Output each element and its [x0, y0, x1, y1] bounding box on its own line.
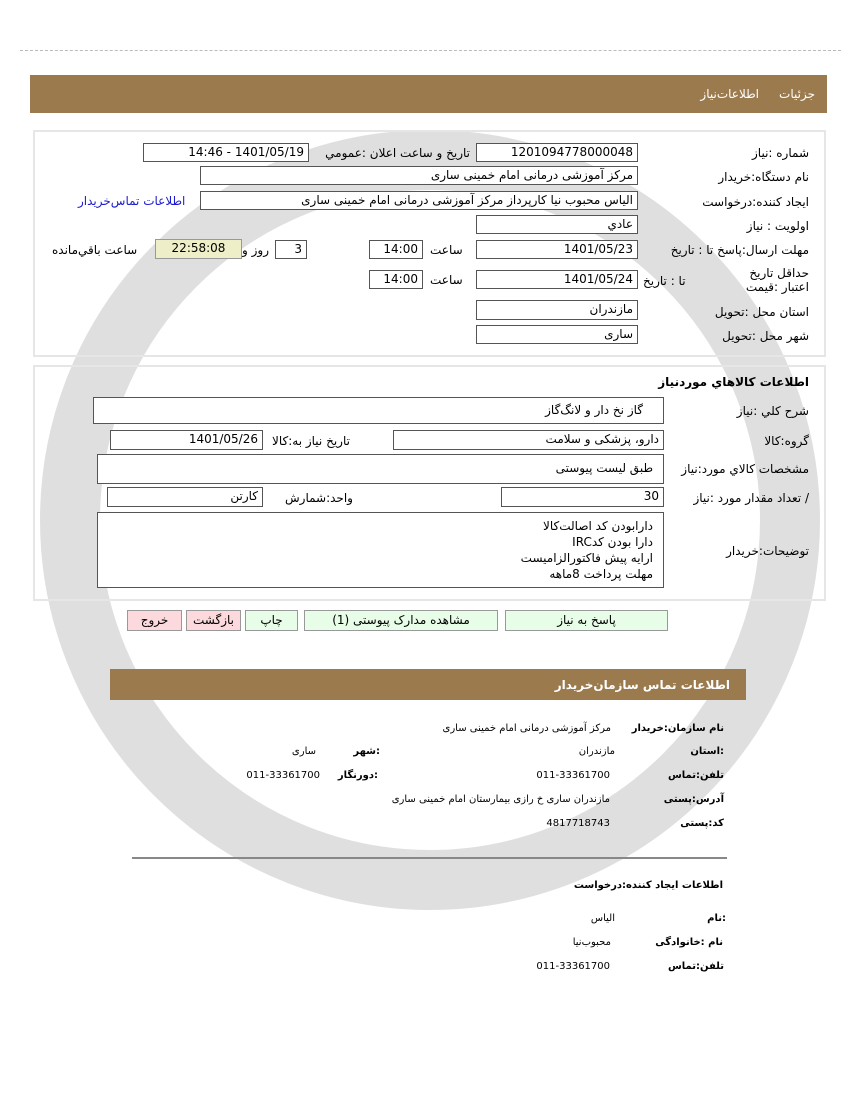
- goods-spec-field: طبق لیست پیوستی: [97, 454, 664, 484]
- postal-label: کد:پستی: [680, 818, 724, 829]
- buyer-contact-link[interactable]: اطلاعات تماس‌خریدار: [78, 194, 186, 208]
- note-line: دارا بودن کدIRC: [572, 535, 653, 549]
- section-divider: [132, 857, 727, 859]
- province-label: :استان: [690, 746, 724, 757]
- org-value: مرکز آموزشی درمانی امام خمینی ساری: [442, 723, 611, 734]
- priority-field: عادي: [476, 215, 638, 234]
- address-value: مازندران ساری خ رازی بیمارستان امام خمینی ساری: [391, 794, 610, 805]
- postal-value: 4817718743: [546, 818, 610, 829]
- note-line: ارایه پیش فاکتورالزامیست: [520, 551, 653, 565]
- exit-button[interactable]: خروج: [127, 610, 182, 631]
- deadline-time-field: 14:00: [369, 240, 423, 259]
- address-label: آدرس:پستی: [663, 794, 724, 805]
- goods-group-label: گروه:کالا: [764, 434, 809, 448]
- goods-spec-label: مشخصات کالاي مورد:نیاز: [681, 462, 809, 476]
- qty-label: / تعداد مقدار مورد :نیاز: [693, 491, 809, 505]
- creator-name-label: :نام: [707, 913, 726, 924]
- deadline-date-field: 1401/05/23: [476, 240, 638, 259]
- goods-desc-label: شرح کلي :نیاز: [736, 404, 809, 418]
- province-value: مازندران: [578, 746, 615, 757]
- creator-family-label: نام :خانوادگی: [655, 937, 723, 948]
- tab-details[interactable]: جزئیات: [779, 87, 815, 101]
- buyer-label: نام دستگاه:خریدار: [718, 170, 809, 184]
- buyer-field: مرکز آموزشی درمانی امام خمینی ساری: [200, 166, 638, 185]
- validity-time-field: 14:00: [369, 270, 423, 289]
- notes-field: [97, 512, 664, 588]
- contact-header: [110, 669, 746, 700]
- note-line: مهلت پرداخت 8ماهه: [549, 567, 653, 581]
- validity-date-field: 1401/05/24: [476, 270, 638, 289]
- city-label: شهر محل :تحویل: [722, 329, 809, 343]
- city-field: ساری: [476, 325, 638, 344]
- fax-label: :دورنگار: [337, 770, 378, 781]
- fax-value: 011-33361700: [246, 770, 320, 781]
- days-field: 3: [275, 240, 307, 259]
- creator-label: ایجاد کننده:درخواست: [702, 195, 809, 209]
- province-label: استان محل :تحویل: [714, 305, 809, 319]
- province-field: مازندران: [476, 300, 638, 320]
- phone-value: 011-33361700: [536, 770, 610, 781]
- unit-label: واحد:شمارش: [285, 491, 353, 505]
- need-date-label: تاریخ نیاز به:کالا: [272, 434, 350, 448]
- deadline-time-label: ساعت: [430, 243, 463, 257]
- page-header: [30, 75, 827, 113]
- validity-time-label: ساعت: [430, 273, 463, 287]
- priority-label: اولویت : نیاز: [746, 219, 809, 233]
- note-line: دارابودن کد اصالت‌کالا: [543, 519, 653, 533]
- notes-label: توضیحات:خریدار: [726, 544, 809, 558]
- contact-title: اطلاعات تماس سازمان‌خریدار: [554, 678, 730, 692]
- city-label: :شهر: [353, 746, 380, 757]
- city-value: ساری: [291, 746, 316, 757]
- announce-field: 1401/05/19 - 14:46: [143, 143, 309, 162]
- validity-to-label: تا : تاریخ: [643, 274, 686, 288]
- attachments-button[interactable]: مشاهده مدارک پیوستی (1): [304, 610, 498, 631]
- need-number-field: 1201094778000048: [476, 143, 638, 162]
- goods-group-field: دارو، پزشکی و سلامت: [393, 430, 664, 450]
- print-button[interactable]: چاپ: [245, 610, 298, 631]
- remaining-time-field: 22:58:08: [155, 239, 242, 259]
- remaining-label: ساعت باقي‌مانده: [52, 243, 138, 257]
- unit-field: کارتن: [107, 487, 263, 507]
- days-label: روز و: [242, 243, 269, 257]
- need-number-label: شماره :نیاز: [752, 146, 809, 160]
- tab-need-info[interactable]: اطلاعات‌نیاز: [700, 87, 759, 101]
- validity-label: حداقل تاریخ اعتبار :قیمت: [745, 266, 809, 294]
- org-label: نام سازمان:خریدار: [631, 723, 724, 734]
- creator-family-value: محبوب‌نیا: [572, 937, 611, 948]
- creator-title: اطلاعات ایجاد کننده:درخواست: [573, 880, 723, 891]
- back-button[interactable]: بازگشت: [186, 610, 241, 631]
- goods-title: اطلاعات کالاهاي موردنیاز: [658, 375, 809, 389]
- phone-label: تلفن:تماس: [667, 770, 724, 781]
- top-divider: [20, 50, 841, 51]
- creator-phone-label: تلفن:تماس: [667, 961, 724, 972]
- creator-field: الیاس محبوب نیا کارپرداز مرکز آموزشی درمانی امام خمینی ساری: [200, 191, 638, 210]
- creator-name-value: الیاس: [590, 913, 615, 924]
- announce-label: تاریخ و ساعت اعلان :عمومي: [325, 146, 470, 160]
- qty-field: 30: [501, 487, 664, 507]
- reply-button[interactable]: پاسخ به نیاز: [505, 610, 668, 631]
- creator-phone-value: 011-33361700: [536, 961, 610, 972]
- deadline-label: مهلت ارسال:پاسخ تا : تاریخ: [670, 243, 809, 257]
- need-date-field: 1401/05/26: [110, 430, 263, 450]
- goods-desc-field: گاز نخ دار و لانگ‌گاز: [93, 397, 664, 424]
